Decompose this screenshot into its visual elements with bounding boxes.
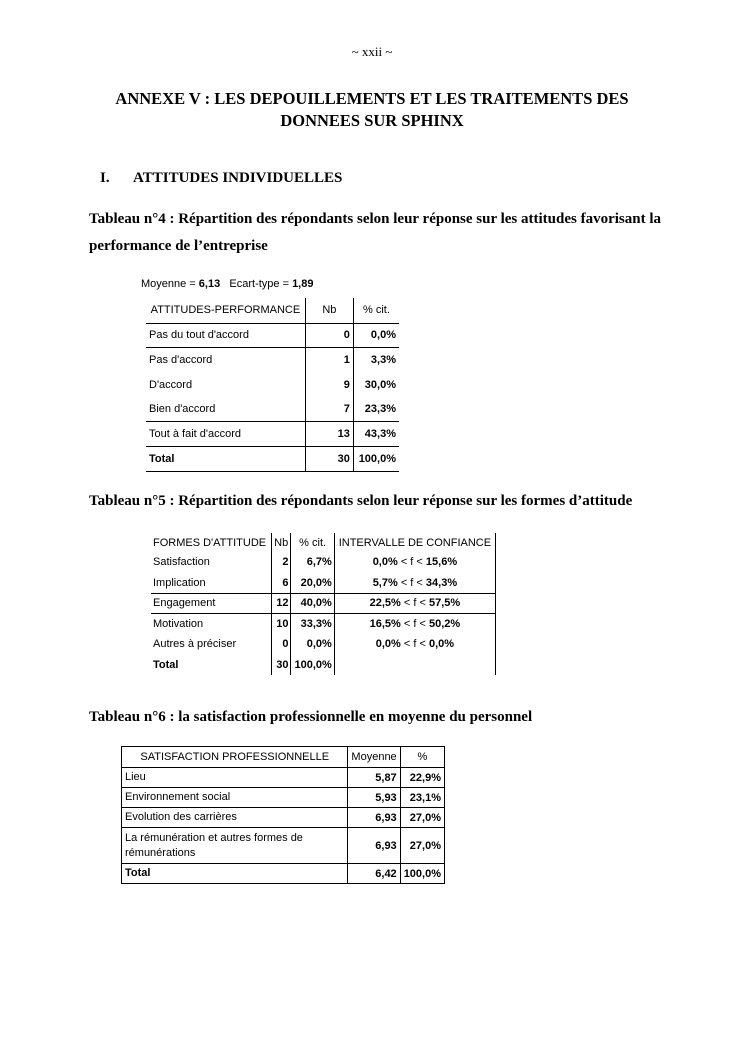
table-row: [146, 348, 399, 373]
table-row: [151, 573, 496, 594]
row-interval: [334, 573, 495, 594]
interval-low: 0,0%: [372, 556, 398, 569]
interval-separator: < f <: [400, 638, 429, 651]
row-nb: 30: [305, 446, 353, 471]
row-nb: 7: [305, 397, 353, 422]
row-pct: 100,0%: [400, 864, 444, 884]
row-label: Pas d'accord: [146, 348, 305, 373]
table-row: [151, 552, 496, 573]
table4-header-row: [146, 298, 399, 323]
row-pct: 33,3%: [291, 614, 334, 635]
table-row: [122, 808, 445, 828]
interval-high: 0,0%: [428, 638, 455, 651]
interval-separator: < f <: [400, 618, 429, 630]
table5-header-row: [151, 533, 496, 552]
row-nb: 12: [271, 593, 291, 614]
row-pct: 3,3%: [353, 348, 399, 373]
mean-value: 6,13: [198, 278, 221, 290]
table-row: [146, 422, 399, 447]
row-label: Environnement social: [122, 788, 348, 808]
row-nb: 0: [271, 634, 291, 655]
row-mean: 6,93: [348, 828, 400, 864]
interval-high: 15,6%: [425, 556, 458, 569]
row-pct: 100,0%: [353, 446, 399, 471]
row-mean: 6,42: [348, 864, 400, 884]
annex-title: ANNEXE V : LES DEPOUILLEMENTS ET LES TRAITEMENTS DES DONNEES SUR SPHINX: [115, 89, 629, 130]
row-nb: 13: [305, 422, 353, 447]
row-pct: 6,7%: [291, 552, 334, 573]
row-label: Pas du tout d'accord: [146, 323, 305, 348]
table-row: [146, 323, 399, 348]
row-mean: 5,93: [348, 788, 400, 808]
interval-high: 50,2%: [428, 618, 461, 630]
row-pct: 0,0%: [291, 634, 334, 655]
section-number: I.: [100, 170, 110, 186]
interval-separator: < f <: [397, 576, 426, 589]
row-nb: 9: [305, 372, 353, 397]
interval-high: 57,5%: [428, 597, 461, 610]
row-label: Implication: [151, 573, 271, 594]
table-row: [122, 864, 445, 884]
table4-header-cell: % cit.: [363, 304, 390, 317]
table-row: [151, 634, 496, 655]
row-label: Satisfaction: [151, 552, 271, 573]
sd-value: 1,89: [292, 278, 314, 290]
row-label: Motivation: [151, 614, 271, 635]
interval-separator: < f <: [400, 597, 429, 610]
table6-header-cell: Moyenne: [348, 747, 400, 768]
table5-caption: Tableau n°5 : Répartition des répondants selon leur réponse sur les formes d’attitude: [89, 493, 633, 509]
row-label: La rémunération et autres formes de rémunérations: [122, 828, 348, 864]
row-label: D'accord: [146, 372, 305, 397]
row-interval: [334, 552, 495, 573]
table6-caption: Tableau n°6 : la satisfaction professionnelle en moyenne du personnel: [89, 709, 533, 725]
row-interval: [334, 634, 495, 655]
table-row: [151, 655, 496, 676]
row-label: Lieu: [122, 768, 348, 788]
row-label: Total: [122, 864, 348, 884]
mean-label: Moyenne =: [141, 278, 199, 290]
row-label: Tout à fait d'accord: [146, 422, 305, 447]
row-mean: 5,87: [348, 768, 400, 788]
row-nb: 0: [305, 323, 353, 348]
interval-high: 34,3%: [425, 576, 458, 589]
table4-header-cell: Nb: [305, 298, 353, 323]
row-pct: 22,9%: [400, 768, 444, 788]
row-interval: [334, 614, 495, 635]
table6-header-row: [122, 747, 445, 768]
row-pct: 23,3%: [364, 403, 396, 416]
interval-low: 0,0%: [375, 638, 401, 651]
row-label: Autres à préciser: [151, 634, 271, 655]
page-number: ~ xxii ~: [351, 44, 393, 59]
table6: [121, 746, 445, 884]
table-row: [122, 788, 445, 808]
row-label: Total: [146, 446, 305, 471]
table5-header-cell: Nb: [271, 533, 291, 552]
interval-low: 16,5%: [369, 618, 401, 630]
row-pct: 27,0%: [400, 828, 444, 864]
table4: [146, 298, 399, 472]
row-pct: 30,0%: [364, 378, 396, 391]
table-row: [151, 614, 496, 635]
table6-header-cell: SATISFACTION PROFESSIONNELLE: [122, 747, 348, 768]
table6-header-cell: %: [400, 747, 444, 768]
row-mean: 6,93: [348, 808, 400, 828]
row-pct: 100,0%: [291, 655, 334, 676]
table-row: [146, 372, 399, 397]
row-nb: 30: [271, 655, 291, 676]
row-pct: 20,0%: [291, 573, 334, 594]
row-label: Engagement: [151, 593, 271, 614]
row-interval: [334, 593, 495, 614]
interval-low: 5,7%: [372, 576, 398, 589]
row-pct: 23,1%: [400, 788, 444, 808]
row-label: Bien d'accord: [146, 397, 305, 422]
table5-header-cell: FORMES D'ATTITUDE: [151, 533, 271, 552]
table4-caption: Tableau n°4 : Répartition des répondants selon leur réponse sur les attitudes favorisant la performance de l’entreprise: [89, 211, 662, 254]
table4-header-cell: ATTITUDES-PERFORMANCE: [146, 298, 305, 323]
table-row: [146, 397, 399, 422]
table-row: [146, 446, 399, 471]
table5-header-cell: % cit.: [291, 533, 334, 552]
row-nb: 1: [305, 348, 353, 373]
row-label: Evolution des carrières: [122, 808, 348, 828]
interval-low: 22,5%: [369, 597, 401, 610]
row-interval: [334, 655, 495, 676]
table5: [151, 533, 496, 675]
row-nb: 10: [271, 614, 291, 635]
row-label: Total: [151, 655, 271, 676]
table-row: [122, 828, 445, 864]
row-pct: 0,0%: [353, 323, 399, 348]
sd-label: Ecart-type =: [229, 278, 293, 290]
section-title: ATTITUDES INDIVIDUELLES: [133, 170, 343, 186]
section-heading: [100, 170, 342, 187]
row-pct: 40,0%: [291, 593, 334, 614]
row-nb: 6: [271, 573, 291, 594]
table-row: [151, 593, 496, 614]
row-nb: 2: [271, 552, 291, 573]
table-row: [122, 768, 445, 788]
interval-separator: < f <: [397, 556, 426, 569]
table5-header-cell: INTERVALLE DE CONFIANCE: [334, 533, 495, 552]
row-pct: 43,3%: [353, 422, 399, 447]
row-pct: 27,0%: [400, 808, 444, 828]
table4-stats: [141, 278, 313, 290]
